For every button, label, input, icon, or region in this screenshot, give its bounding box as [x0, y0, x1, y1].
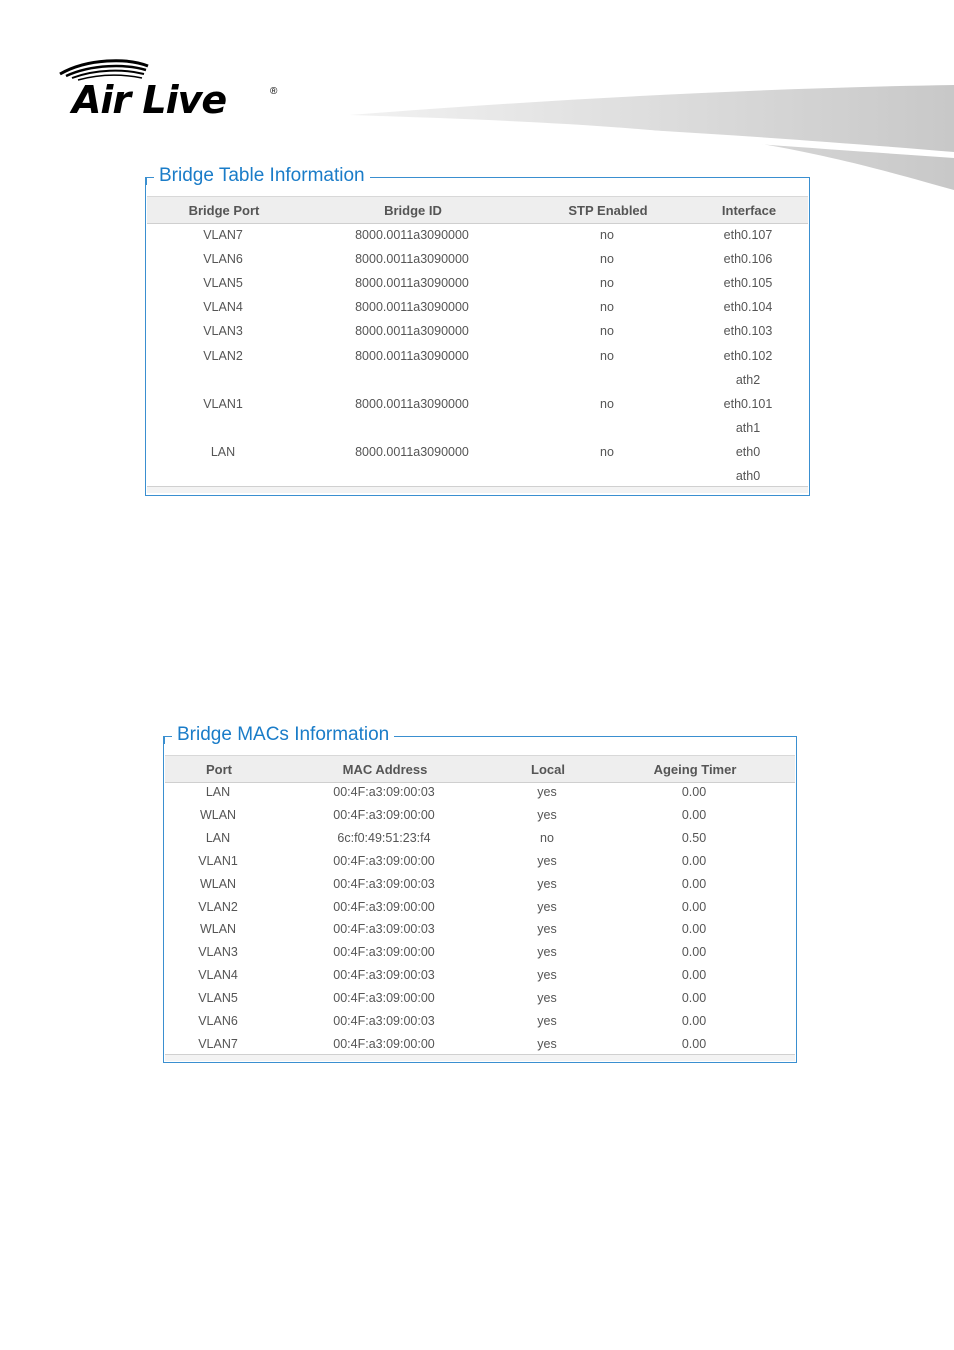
cell-port: LAN — [205, 830, 231, 845]
cell-interface: eth0.105 — [723, 276, 773, 291]
cell-stp-enabled: no — [600, 276, 614, 291]
cell-stp-enabled: no — [600, 324, 614, 339]
cell-local: yes — [537, 991, 557, 1006]
cell-mac-address: 00:4F:a3:09:00:00 — [333, 991, 435, 1006]
cell-bridge-port: VLAN2 — [203, 348, 243, 363]
cell-bridge-id: 8000.0011a3090000 — [355, 252, 469, 267]
cell-interface: eth0.102 — [723, 348, 773, 363]
cell-interface: eth0 — [735, 444, 761, 459]
cell-interface: ath0 — [735, 469, 761, 483]
bridge-table-header — [147, 196, 808, 224]
bridge-macs-panel — [163, 724, 797, 1063]
cell-bridge-id: 8000.0011a3090000 — [355, 348, 469, 363]
cell-mac-address: 00:4F:a3:09:00:03 — [333, 922, 435, 937]
column-header-interface: Interface — [721, 203, 777, 218]
cell-local: yes — [537, 899, 557, 914]
cell-port: VLAN1 — [198, 853, 238, 868]
cell-interface: eth0.106 — [723, 252, 773, 267]
cell-port: VLAN5 — [198, 991, 238, 1006]
cell-bridge-id: 8000.0011a3090000 — [355, 444, 469, 459]
bridge-macs-footer — [165, 1054, 795, 1061]
cell-local: yes — [537, 853, 557, 868]
cell-ageing-timer: 0.00 — [681, 876, 707, 891]
cell-ageing-timer: 0.00 — [681, 968, 707, 983]
cell-mac-address: 00:4F:a3:09:00:03 — [333, 968, 435, 983]
cell-ageing-timer: 0.00 — [681, 991, 707, 1006]
cell-mac-address: 00:4F:a3:09:00:00 — [333, 899, 435, 914]
cell-ageing-timer: 0.00 — [681, 945, 707, 960]
cell-port: VLAN7 — [198, 1036, 238, 1051]
airlive-logo — [58, 56, 288, 126]
cell-bridge-id: 8000.0011a3090000 — [355, 396, 469, 411]
logo-text: Air Live — [72, 78, 227, 122]
cell-local: yes — [537, 922, 557, 937]
cell-local: yes — [537, 1036, 557, 1051]
bridge-table-title: Bridge Table Information — [154, 165, 370, 187]
cell-bridge-port: VLAN3 — [203, 324, 243, 339]
cell-local: yes — [537, 945, 557, 960]
cell-interface: eth0.101 — [723, 396, 773, 411]
bridge-macs-title: Bridge MACs Information — [172, 724, 394, 746]
bridge-table-footer — [147, 486, 808, 493]
cell-bridge-id: 8000.0011a3090000 — [355, 228, 469, 242]
column-header-bridge-id: Bridge ID — [384, 203, 442, 218]
column-header-port: Port — [206, 762, 232, 777]
cell-ageing-timer: 0.00 — [681, 807, 707, 822]
cell-local: yes — [537, 1014, 557, 1028]
cell-bridge-id: 8000.0011a3090000 — [355, 276, 469, 291]
cell-bridge-id: 8000.0011a3090000 — [355, 300, 469, 315]
cell-mac-address: 00:4F:a3:09:00:03 — [333, 785, 435, 799]
cell-ageing-timer: 0.00 — [681, 853, 707, 868]
cell-port: WLAN — [199, 876, 237, 891]
cell-port: VLAN2 — [198, 899, 238, 914]
cell-local: no — [540, 830, 554, 845]
cell-interface: eth0.103 — [723, 324, 773, 339]
cell-stp-enabled: no — [600, 444, 614, 459]
bridge-table-panel — [145, 165, 810, 496]
cell-local: yes — [537, 807, 557, 822]
cell-interface: eth0.107 — [723, 228, 773, 242]
cell-mac-address: 00:4F:a3:09:00:00 — [333, 807, 435, 822]
cell-local: yes — [537, 968, 557, 983]
cell-stp-enabled: no — [600, 348, 614, 363]
column-header-ageing-timer: Ageing Timer — [653, 762, 737, 777]
cell-port: WLAN — [199, 922, 237, 937]
cell-mac-address: 6c:f0:49:51:23:f4 — [337, 830, 431, 845]
column-header-local: Local — [531, 762, 565, 777]
cell-mac-address: 00:4F:a3:09:00:03 — [333, 876, 435, 891]
cell-interface: ath1 — [735, 420, 761, 435]
cell-ageing-timer: 0.00 — [681, 899, 707, 914]
cell-bridge-port: VLAN5 — [203, 276, 243, 291]
cell-port: VLAN6 — [198, 1014, 238, 1028]
cell-local: yes — [537, 785, 557, 799]
cell-local: yes — [537, 876, 557, 891]
cell-port: LAN — [205, 785, 231, 799]
column-header-stp-enabled: STP Enabled — [568, 203, 648, 218]
cell-ageing-timer: 0.00 — [681, 1014, 707, 1028]
cell-mac-address: 00:4F:a3:09:00:00 — [333, 945, 435, 960]
cell-interface: eth0.104 — [723, 300, 773, 315]
cell-stp-enabled: no — [600, 252, 614, 267]
cell-ageing-timer: 0.00 — [681, 922, 707, 937]
column-header-mac-address: MAC Address — [342, 762, 428, 777]
cell-bridge-port: VLAN4 — [203, 300, 243, 315]
cell-stp-enabled: no — [600, 396, 614, 411]
logo-registered-mark: ® — [270, 86, 278, 97]
column-header-bridge-port: Bridge Port — [188, 203, 260, 218]
cell-mac-address: 00:4F:a3:09:00:00 — [333, 853, 435, 868]
cell-interface: ath2 — [735, 372, 761, 387]
cell-stp-enabled: no — [600, 228, 614, 242]
cell-port: VLAN3 — [198, 945, 238, 960]
cell-mac-address: 00:4F:a3:09:00:03 — [333, 1014, 435, 1028]
cell-port: WLAN — [199, 807, 237, 822]
cell-ageing-timer: 0.00 — [681, 1036, 707, 1051]
cell-ageing-timer: 0.50 — [681, 830, 707, 845]
cell-stp-enabled: no — [600, 300, 614, 315]
cell-bridge-port: VLAN1 — [203, 396, 243, 411]
cell-bridge-port: VLAN6 — [203, 252, 243, 267]
cell-ageing-timer: 0.00 — [681, 785, 707, 799]
cell-mac-address: 00:4F:a3:09:00:00 — [333, 1036, 435, 1051]
cell-bridge-port: VLAN7 — [203, 228, 243, 242]
bridge-macs-header — [165, 755, 795, 783]
cell-bridge-port: LAN — [210, 444, 236, 459]
cell-port: VLAN4 — [198, 968, 238, 983]
cell-bridge-id: 8000.0011a3090000 — [355, 324, 469, 339]
